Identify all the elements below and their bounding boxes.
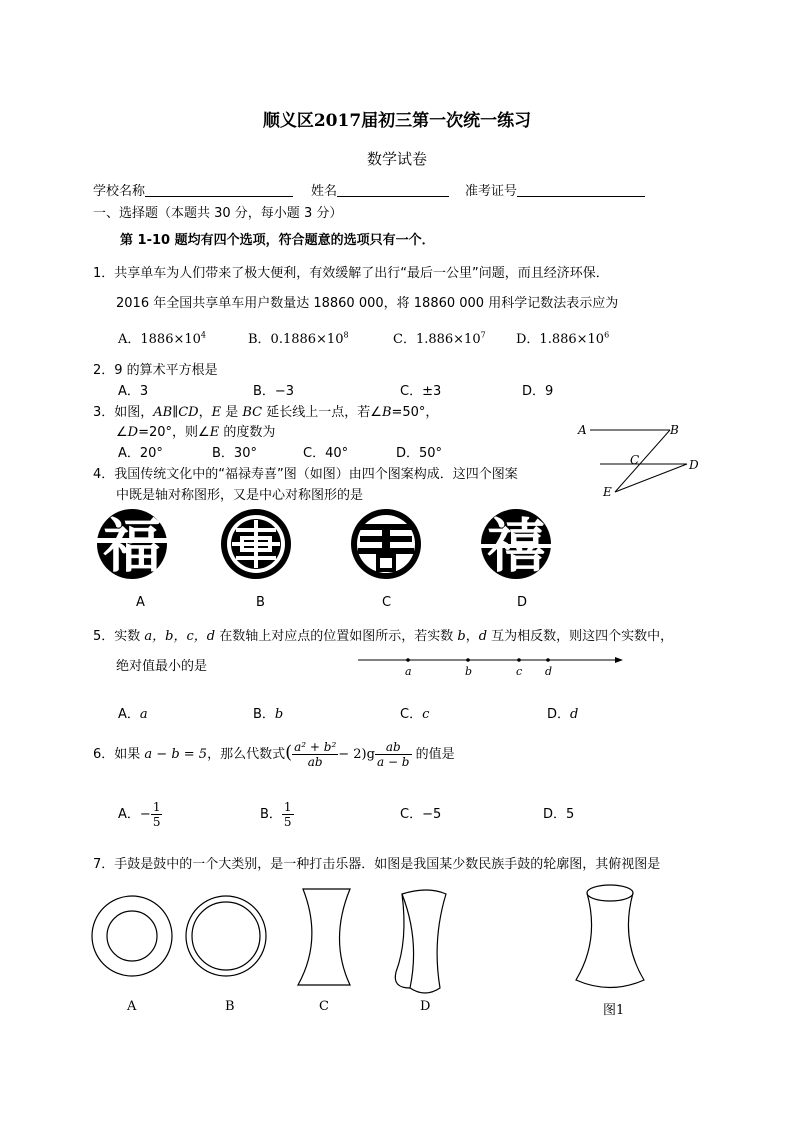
q5-line1: 5．实数 a，b，c，d 在数轴上对应点的位置如图所示，若实数 b，d 互为相反数，则这四个实数中，: [93, 629, 674, 644]
q4-label-d: D: [517, 595, 528, 610]
q1-option-a: A．$1886\times 10^4$: [118, 330, 207, 347]
axis-arrow: [615, 657, 623, 663]
q5-option-c: C．c: [400, 707, 430, 722]
label-d: D: [689, 458, 699, 472]
exam-id-field: [465, 180, 645, 199]
q2-stem: 2．9 的算术平方根是: [93, 363, 218, 378]
q4-label-c: C: [382, 595, 392, 610]
number-line: [355, 650, 630, 680]
point-d: [546, 658, 550, 662]
q1-line2: 2016 年全国共享单车用户数量达 18860 000，将 18860 000 用科学记数法表示应为: [116, 296, 619, 311]
axis-label-c: c: [516, 665, 523, 678]
axis-label-a: a: [405, 665, 412, 678]
axis-label-b: b: [465, 665, 473, 678]
q7-figures: [90, 880, 650, 1020]
q7-label-a: A: [127, 999, 137, 1014]
section-heading: 一、选择题（本题共 30 分，每小题 3 分）: [93, 206, 343, 221]
figure-1-drum: [576, 885, 644, 988]
q7-label-c: C: [319, 999, 329, 1014]
q5-option-d: D．d: [547, 707, 579, 722]
name-label: 姓名: [311, 184, 338, 199]
q7-label-d: D: [420, 999, 431, 1014]
q2-option-a: A．3: [118, 384, 149, 399]
q3-line2: ∠D=20°，则∠E 的度数为: [116, 425, 276, 440]
q7-label-figure1: 图1: [603, 1003, 625, 1018]
q7-label-b: B: [225, 999, 235, 1014]
axis-label-d: d: [545, 665, 553, 678]
svg-text:禧: 禧: [486, 512, 546, 580]
q6-option-a: A．− $\frac{1}{5}$: [118, 800, 161, 829]
name-field: [311, 180, 449, 199]
label-b: B: [670, 423, 679, 437]
q1-line1: 1．共享单车为人们带来了极大便利，有效缓解了出行“最后一公里”问题，而且经济环保．: [93, 266, 609, 281]
q4-line2: 中既是轴对称图形，又是中心对称图形的是: [116, 488, 364, 503]
q1-option-d: D．$1.886\times 10^6$: [516, 330, 610, 347]
lu-emblem: [221, 509, 291, 579]
q7-stem: 7．手鼓是鼓中的一个大类别，是一种打击乐器．如图是我国某少数民族手鼓的轮廓图，其俯视图是: [93, 857, 661, 872]
fu-emblem: [95, 509, 169, 580]
point-c: [517, 658, 521, 662]
xi-emblem: [479, 509, 553, 580]
school-label: 学校名称: [93, 184, 146, 199]
q4-label-a: A: [136, 595, 145, 610]
option-c-figure: [298, 889, 350, 985]
q6-frac2: $\frac{ab}{a - b}$: [376, 740, 410, 769]
option-a-figure: [92, 896, 172, 976]
q1-option-b: B．$0.1886\times 10^8$: [248, 330, 349, 347]
label-a: A: [578, 423, 587, 437]
section-instruction: 第 1-10 题均有四个选项，符合题意的选项只有一个．: [120, 233, 435, 248]
line-be: [615, 430, 670, 492]
exam-id-blank[interactable]: [517, 183, 645, 197]
page-title: 顺义区2017届初三第一次统一练习: [262, 111, 532, 131]
label-e: E: [603, 485, 612, 499]
q3-line1: 3．如图，AB∥CD，E 是 BC 延长线上一点，若∠B=50°，: [93, 405, 439, 420]
name-blank[interactable]: [337, 183, 449, 197]
option-d-figure: [395, 890, 446, 993]
school-blank[interactable]: [145, 183, 293, 197]
q6-option-d: D．5: [543, 807, 575, 822]
school-field: [93, 180, 293, 199]
point-a: [406, 658, 410, 662]
q3-option-b: B．30°: [212, 446, 257, 461]
q5-option-b: B．b: [253, 707, 284, 722]
svg-text:福: 福: [102, 512, 162, 580]
q5-line2: 绝对值最小的是: [116, 659, 208, 674]
exam-id-label: 准考证号: [465, 184, 518, 199]
q6-option-c: C．−5: [400, 807, 442, 822]
q6-option-b: B． $\frac{1}{5}$: [260, 800, 292, 829]
q2-option-b: B．−3: [253, 384, 295, 399]
shou-emblem: [351, 509, 421, 579]
q2-option-d: D．9: [522, 384, 554, 399]
q1-option-c: C．$1.886\times 10^7$: [393, 330, 486, 347]
q3-figure: [575, 420, 705, 500]
q2-option-c: C．±3: [400, 384, 442, 399]
point-b: [466, 658, 470, 662]
label-c: C: [630, 453, 640, 467]
line-ed: [615, 464, 687, 492]
q3-option-c: C．40°: [303, 446, 349, 461]
q4-figures: [96, 506, 556, 586]
q3-option-d: D．50°: [396, 446, 443, 461]
q4-line1: 4．我国传统文化中的“福禄寿喜”图（如图）由四个图案构成．这四个图案: [93, 467, 518, 482]
q3-option-a: A．20°: [118, 446, 163, 461]
q5-option-a: A．a: [118, 707, 148, 722]
q6-stem: 6．如果 a − b = 5，那么代数式( $\frac{\text{a² + b²}}{ab}$ − 2)g $\frac{ab}{a - b}$ 的值是: [93, 740, 455, 769]
option-b-figure: [186, 896, 266, 976]
q4-label-b: B: [256, 595, 265, 610]
page-subtitle: 数学试卷: [366, 150, 427, 168]
q6-frac1: $\frac{\text{a² + b²}}{ab}$: [294, 740, 337, 769]
